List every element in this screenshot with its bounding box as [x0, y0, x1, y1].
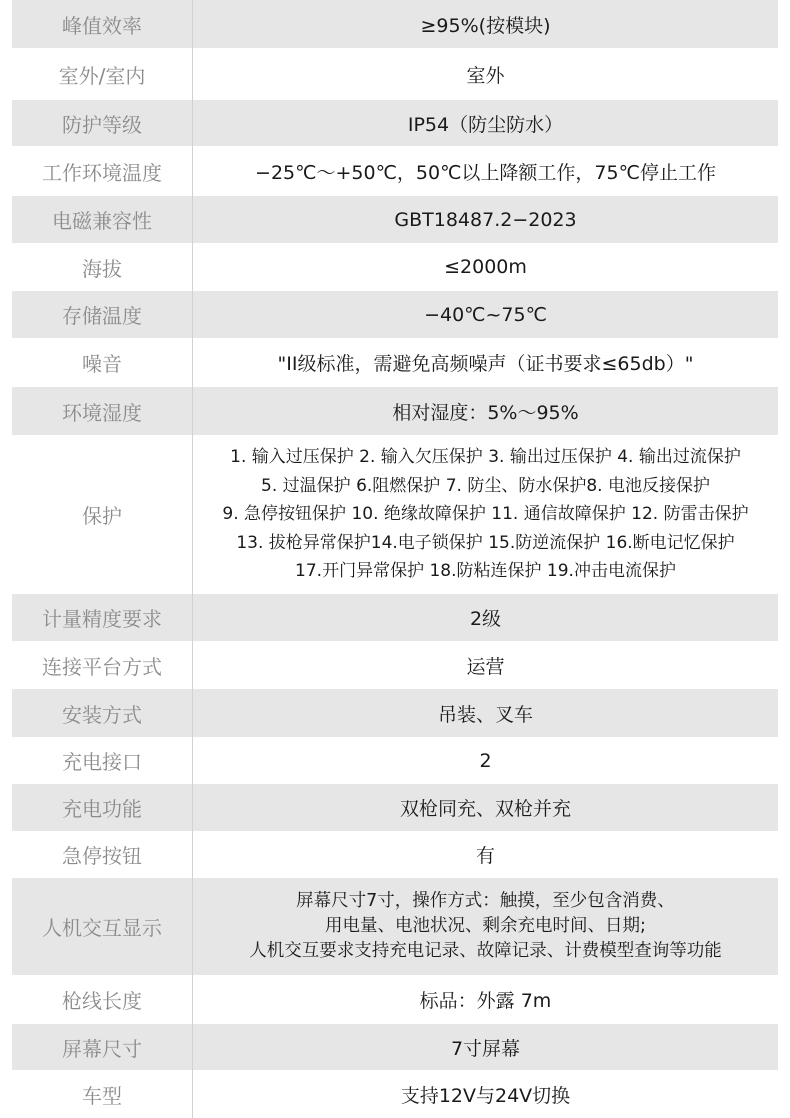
- row-label: 峰值效率: [12, 0, 193, 48]
- value-line: 7寸屏幕: [450, 1037, 521, 1060]
- row-label: 充电功能: [12, 784, 193, 831]
- row-label: 枪线长度: [12, 975, 193, 1024]
- row-value: [193, 737, 778, 784]
- row-value: [193, 243, 778, 291]
- table-row: [12, 594, 778, 641]
- value-line: 5. 过温保护 6.阻燃保护 7. 防尘、防水保护8. 电池反接保护: [261, 475, 710, 496]
- value-line: −40℃~75℃: [424, 303, 547, 326]
- row-label: 防护等级: [12, 100, 193, 146]
- row-value: [193, 387, 778, 435]
- row-value: [193, 689, 778, 737]
- value-line: 室外: [466, 64, 505, 87]
- row-value: [193, 784, 778, 831]
- value-line: ≥95%(按模块): [420, 14, 551, 37]
- value-line: 1. 输入过压保护 2. 输入欠压保护 3. 输出过压保护 4. 输出过流保护: [230, 447, 741, 468]
- row-value: [193, 435, 778, 594]
- table-row: [12, 641, 778, 689]
- table-row: [12, 737, 778, 784]
- table-row: [12, 784, 778, 831]
- row-label: 急停按钮: [12, 831, 193, 878]
- table-row: [12, 0, 778, 48]
- row-label: 连接平台方式: [12, 641, 193, 689]
- table-row: [12, 689, 778, 737]
- value-line: 双枪同充、双枪并充: [399, 798, 571, 820]
- row-value: [193, 48, 778, 100]
- table-row: [12, 100, 778, 146]
- row-label: 人机交互显示: [12, 878, 193, 975]
- row-value: [193, 338, 778, 387]
- row-label: 工作环境温度: [12, 146, 193, 196]
- row-value: [193, 975, 778, 1024]
- row-value: [193, 1024, 778, 1070]
- table-row: [12, 48, 778, 100]
- table-row: [12, 291, 778, 338]
- row-label: 保护: [12, 435, 193, 594]
- table-row: [12, 1070, 778, 1118]
- row-label: 环境湿度: [12, 387, 193, 435]
- row-value: [193, 196, 778, 243]
- row-label: 存储温度: [12, 291, 193, 338]
- value-line: 13. 拔枪异常保护14.电子锁保护 15.防逆流保护 16.断电记忆保护: [236, 532, 735, 553]
- row-label: 海拔: [12, 243, 193, 291]
- row-label: 电磁兼容性: [12, 196, 193, 243]
- row-value: [193, 878, 778, 975]
- table-row: [12, 435, 778, 594]
- row-label: 车型: [12, 1070, 193, 1118]
- row-value: [193, 100, 778, 146]
- row-label: 噪音: [12, 338, 193, 387]
- value-line: ≤2000m: [444, 256, 527, 278]
- value-line: −25℃～+50℃，50℃以上降额工作，75℃停止工作: [255, 161, 716, 184]
- value-line: 屏幕尺寸7寸，操作方式：触摸，至少包含消费、: [296, 891, 675, 911]
- row-label: 计量精度要求: [12, 594, 193, 641]
- table-row: [12, 196, 778, 243]
- value-line: 相对湿度：5%～95%: [392, 401, 579, 424]
- row-label: 充电接口: [12, 737, 193, 784]
- value-line: 标品：外露 7m: [419, 990, 552, 1012]
- table-row: [12, 1024, 778, 1070]
- table-row: [12, 243, 778, 291]
- row-value: [193, 291, 778, 338]
- row-value: [193, 0, 778, 48]
- row-value: [193, 146, 778, 196]
- value-line: 有: [475, 845, 495, 867]
- row-label: 安装方式: [12, 689, 193, 737]
- row-value: [193, 641, 778, 689]
- value-line: 运营: [466, 655, 505, 678]
- row-label: 室外/室内: [12, 48, 193, 100]
- value-line: 吊装、叉车: [437, 703, 533, 726]
- row-value: [193, 1070, 778, 1118]
- table-row: [12, 878, 778, 975]
- value-line: 2: [479, 749, 492, 772]
- table-row: [12, 146, 778, 196]
- row-label: 屏幕尺寸: [12, 1024, 193, 1070]
- value-line: 9. 急停按钮保护 10. 绝缘故障保护 11. 通信故障保护 12. 防雷击保护: [222, 504, 749, 525]
- value-line: "II级标准，需避免高频噪声（证书要求≤65db）": [277, 353, 694, 375]
- table-row: [12, 387, 778, 435]
- row-value: [193, 831, 778, 878]
- table-row: [12, 831, 778, 878]
- value-line: IP54（防尘防水）: [407, 113, 564, 136]
- value-line: GBT18487.2−2023: [394, 208, 577, 231]
- row-value: [193, 594, 778, 641]
- value-line: 2级: [469, 608, 502, 630]
- table-row: [12, 975, 778, 1024]
- value-line: 人机交互要求支持充电记录、故障记录、计费模型查询等功能: [249, 941, 722, 961]
- value-line: 17.开门异常保护 18.防粘连保护 19.冲击电流保护: [295, 561, 676, 582]
- table-row: [12, 338, 778, 387]
- value-line: 用电量、电池状况、剩余充电时间、日期;: [325, 916, 646, 936]
- value-line: 支持12V与24V切换: [400, 1085, 571, 1107]
